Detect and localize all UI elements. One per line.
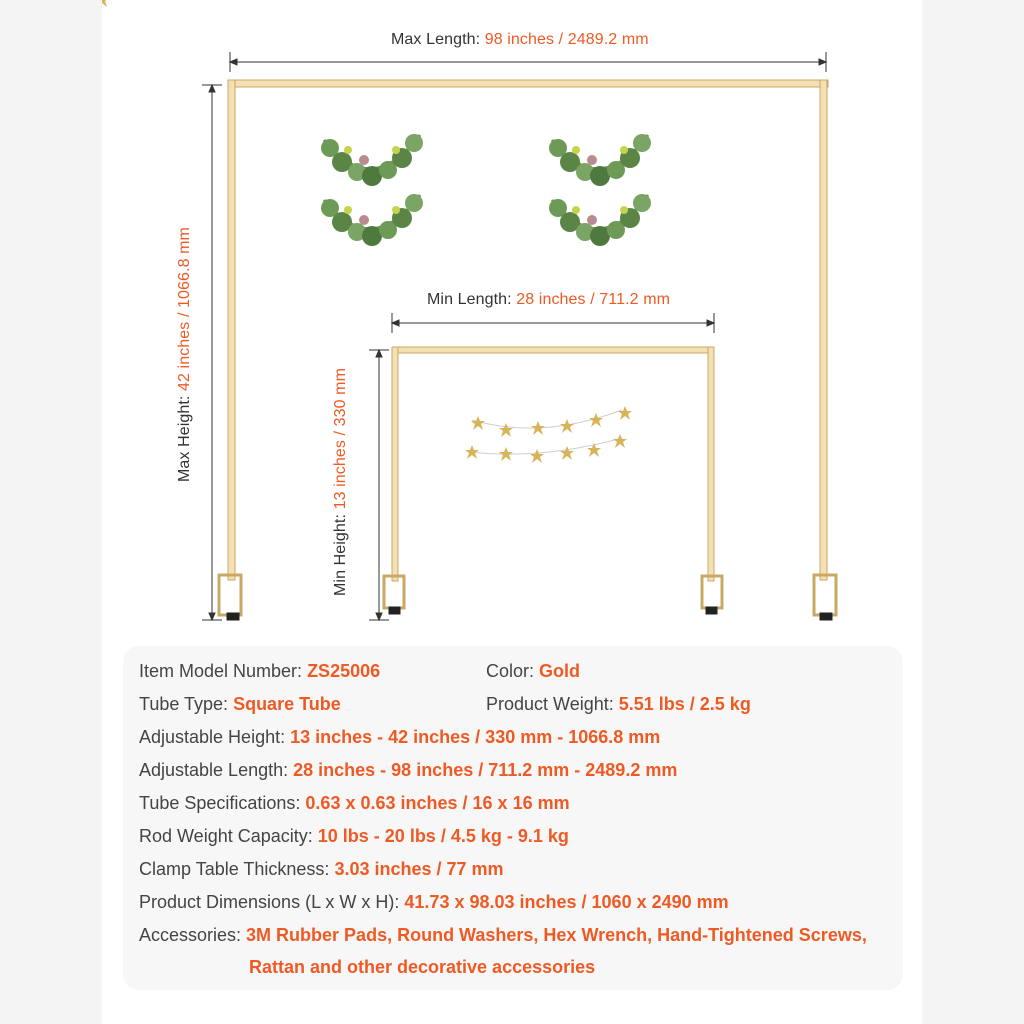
spec-weight: Product Weight: 5.51 lbs / 2.5 kg bbox=[486, 694, 751, 714]
spec-product-dimensions: Product Dimensions (L x W x H): 41.73 x 98.03 inches / 1060 x 2490 mm bbox=[139, 892, 729, 912]
spec-adjustable-height: Adjustable Height: 13 inches - 42 inches / 330 mm - 1066.8 mm bbox=[139, 727, 661, 747]
frame-illustration bbox=[102, 0, 922, 640]
spec-adjustable-length: Adjustable Length: 28 inches - 98 inches / 711.2 mm - 2489.2 mm bbox=[139, 760, 678, 780]
min-length-label: Min Length: 28 inches / 711.2 mm bbox=[427, 291, 671, 308]
spec-tube-specifications: Tube Specifications: 0.63 x 0.63 inches / 16 x 16 mm bbox=[139, 793, 570, 813]
small-frame bbox=[384, 347, 722, 614]
spec-tube-type: Tube Type: Square Tube bbox=[139, 694, 341, 714]
spec-accessories-continued: Rattan and other decorative accessories bbox=[249, 957, 596, 977]
spec-accessories: Accessories: 3M Rubber Pads, Round Washers, Hex Wrench, Hand-Tightened Screws, bbox=[139, 925, 867, 945]
specifications-panel bbox=[123, 646, 903, 990]
min-length-dimension bbox=[392, 313, 714, 333]
min-height-dimension bbox=[369, 350, 389, 620]
max-height-label: Max Height: 42 inches / 1066.8 mm bbox=[176, 227, 193, 482]
product-page bbox=[102, 0, 922, 1024]
spec-model: Item Model Number: ZS25006 bbox=[139, 661, 381, 681]
rattan-garlands bbox=[321, 134, 651, 246]
spec-clamp-thickness: Clamp Table Thickness: 3.03 inches / 77 mm bbox=[139, 859, 504, 879]
min-height-label: Min Height: 13 inches / 330 mm bbox=[332, 367, 349, 596]
max-length-dimension bbox=[230, 52, 826, 72]
spec-color: Color: Gold bbox=[486, 661, 581, 681]
max-length-label: Max Length: 98 inches / 2489.2 mm bbox=[391, 31, 649, 48]
spec-weight-capacity: Rod Weight Capacity: 10 lbs - 20 lbs / 4.5 kg - 9.1 kg bbox=[139, 826, 569, 846]
max-height-dimension bbox=[202, 85, 222, 620]
